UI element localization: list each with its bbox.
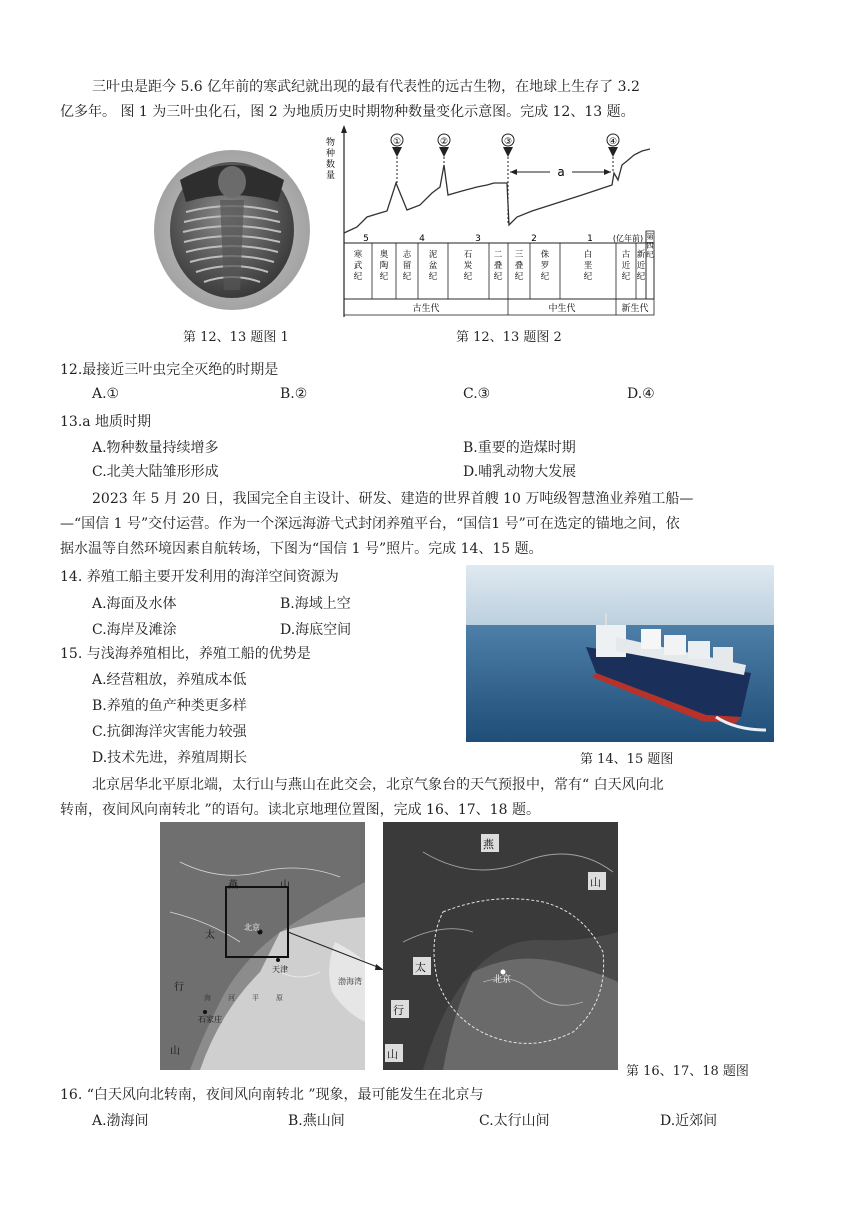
period-label-7: 三叠纪 bbox=[514, 250, 524, 282]
map-connector-line bbox=[280, 920, 390, 980]
species-chart bbox=[322, 125, 657, 320]
right-map-label-beijing: 北京 bbox=[493, 975, 512, 985]
marker-3-label: ③ bbox=[503, 137, 513, 147]
left-map-label-yan: 燕 bbox=[228, 880, 238, 891]
q15-option-b[interactable]: B.养殖的鱼产种类更多样 bbox=[92, 698, 247, 714]
tick-2: 2 bbox=[531, 234, 537, 244]
marker-2-label: ② bbox=[439, 137, 449, 147]
q16-option-a[interactable]: A.渤海间 bbox=[92, 1113, 149, 1129]
intro2-line1: 2023 年 5 月 20 日，我国完全自主设计、研发、建造的世界首艘 10 万吨级智慧渔业养殖工船— bbox=[92, 491, 694, 507]
marker-4 bbox=[607, 134, 619, 173]
left-map-label-hang: 行 bbox=[174, 982, 184, 993]
left-map-label-plain-he: 河 bbox=[228, 994, 235, 1002]
period-label-1: 寒武纪 bbox=[353, 250, 363, 282]
right-map-label-hang: 行 bbox=[393, 1004, 404, 1017]
q13-option-c[interactable]: C.北美大陆雏形形成 bbox=[92, 464, 219, 480]
q16-option-d[interactable]: D.近郊间 bbox=[660, 1113, 718, 1129]
q12-stem: 12.最接近三叶虫完全灭绝的时期是 bbox=[60, 362, 279, 378]
left-map-label-shijiazhuang: 石家庄 bbox=[198, 1015, 222, 1024]
period-label-3: 志留纪 bbox=[402, 250, 412, 282]
q15-option-c[interactable]: C.抗御海洋灾害能力较强 bbox=[92, 724, 247, 740]
marker-2 bbox=[438, 134, 450, 165]
tick-unit: (亿年前) bbox=[612, 234, 644, 243]
intro1-line1: 三叶虫是距今 5.6 亿年前的寒武纪就出现的最有代表性的远古生物，在地球上生存了 3.2 bbox=[92, 79, 640, 95]
trilobite-fossil-image bbox=[150, 140, 315, 315]
period-label-6: 二叠纪 bbox=[493, 250, 503, 282]
q12-option-d[interactable]: D.④ bbox=[627, 386, 655, 402]
period-label-4: 泥盆纪 bbox=[428, 250, 438, 282]
q16-option-b[interactable]: B.燕山间 bbox=[288, 1113, 345, 1129]
period-label-9: 白垩纪 bbox=[583, 250, 593, 282]
q16-stem: 16. “白天风向北转南，夜间风向南转北 ”现象，最可能发生在北京与 bbox=[60, 1087, 484, 1103]
q13-stem: 13.a 地质时期 bbox=[60, 414, 152, 430]
intro3-line2: 转南，夜间风向南转北 ”的语句。读北京地理位置图，完成 16、17、18 题。 bbox=[60, 802, 540, 818]
left-map-label-beijing: 北京 bbox=[244, 923, 260, 932]
period-label-11: 新近纪 bbox=[636, 250, 646, 282]
right-map-label-yan: 燕 bbox=[483, 838, 494, 851]
q14-option-a[interactable]: A.海面及水体 bbox=[92, 596, 177, 612]
left-map-label-tai: 太 bbox=[205, 930, 215, 941]
marker-4-label: ④ bbox=[608, 137, 618, 147]
q15-option-a[interactable]: A.经营粗放，养殖成本低 bbox=[92, 672, 247, 688]
species-curve bbox=[344, 149, 650, 233]
intro2-line3: 据水温等自然环境因素自航转场，下图为“国信 1 号”照片。完成 14、15 题。 bbox=[60, 541, 543, 557]
left-map-label-plain-hai: 海 bbox=[204, 994, 211, 1002]
interval-a-label: a bbox=[557, 165, 565, 179]
era-mesozoic: 中生代 bbox=[548, 304, 576, 314]
interval-a-arrow bbox=[510, 165, 611, 179]
figure2-caption: 第 12、13 题图 2 bbox=[456, 330, 562, 345]
q14-option-c[interactable]: C.海岸及滩涂 bbox=[92, 622, 177, 638]
tick-4: 4 bbox=[419, 234, 425, 244]
period-label-10: 古近纪 bbox=[621, 250, 631, 282]
ship-caption: 第 14、15 题图 bbox=[580, 752, 674, 767]
q13-option-a[interactable]: A.物种数量持续增多 bbox=[92, 440, 219, 456]
q13-option-b[interactable]: B.重要的造煤时期 bbox=[463, 440, 576, 456]
right-map-label-tai: 太 bbox=[415, 961, 426, 974]
intro2-line2: —“国信 1 号”交付运营。作为一个深远海游弋式封闭养殖平台，“国信1 号”可在选定的锚地之间，依 bbox=[60, 516, 680, 532]
left-map-label-shan1: 山 bbox=[280, 880, 290, 891]
tick-5: 5 bbox=[363, 234, 369, 244]
marker-1-label: ① bbox=[392, 137, 402, 147]
figure1-caption: 第 12、13 题图 1 bbox=[183, 330, 289, 345]
period-label-12: 第四纪 bbox=[646, 232, 654, 259]
q15-option-d[interactable]: D.技术先进，养殖周期长 bbox=[92, 750, 248, 766]
marker-1 bbox=[391, 134, 403, 185]
era-paleozoic: 古生代 bbox=[412, 304, 440, 314]
period-label-2: 奥陶纪 bbox=[379, 250, 389, 282]
chart-ylabel: 物种数量 bbox=[326, 138, 336, 181]
q14-option-d[interactable]: D.海底空间 bbox=[280, 622, 352, 638]
intro1-line2: 亿多年。 图 1 为三叶虫化石，图 2 为地质历史时期物种数量变化示意图。完成 12、13 题。 bbox=[60, 104, 635, 120]
q14-stem: 14. 养殖工船主要开发利用的海洋空间资源为 bbox=[60, 569, 339, 585]
q12-option-a[interactable]: A.① bbox=[92, 386, 120, 402]
q15-stem: 15. 与浅海养殖相比，养殖工船的优势是 bbox=[60, 646, 311, 662]
era-cenozoic: 新生代 bbox=[621, 304, 649, 314]
left-map-label-tianjin: 天津 bbox=[272, 965, 288, 974]
left-map-label-shan2: 山 bbox=[170, 1046, 180, 1057]
ship-photo bbox=[466, 565, 774, 742]
right-map-label-shan1: 山 bbox=[590, 876, 601, 889]
map-caption: 第 16、17、18 题图 bbox=[626, 1064, 749, 1079]
map-beijing-inset bbox=[383, 822, 618, 1070]
q14-option-b[interactable]: B.海域上空 bbox=[280, 596, 351, 612]
intro3-line1: 北京居华北平原北端，太行山与燕山在此交会，北京气象台的天气预报中，常有“ 白天风向北 bbox=[92, 777, 664, 793]
q12-option-c[interactable]: C.③ bbox=[463, 386, 491, 402]
left-map-label-plain-yuan: 原 bbox=[276, 994, 283, 1002]
left-map-label-plain-ping: 平 bbox=[252, 994, 259, 1002]
q16-option-c[interactable]: C.太行山间 bbox=[479, 1113, 550, 1129]
period-label-5: 石炭纪 bbox=[463, 250, 473, 282]
tick-1: 1 bbox=[587, 234, 593, 244]
q12-option-b[interactable]: B.② bbox=[280, 386, 308, 402]
q13-option-d[interactable]: D.哺乳动物大发展 bbox=[463, 464, 577, 480]
period-label-8: 侏罗纪 bbox=[540, 250, 550, 282]
right-map-label-shan2: 山 bbox=[387, 1048, 398, 1061]
tick-3: 3 bbox=[475, 234, 481, 244]
left-map-label-bohai-bay: 渤海湾 bbox=[338, 977, 362, 986]
